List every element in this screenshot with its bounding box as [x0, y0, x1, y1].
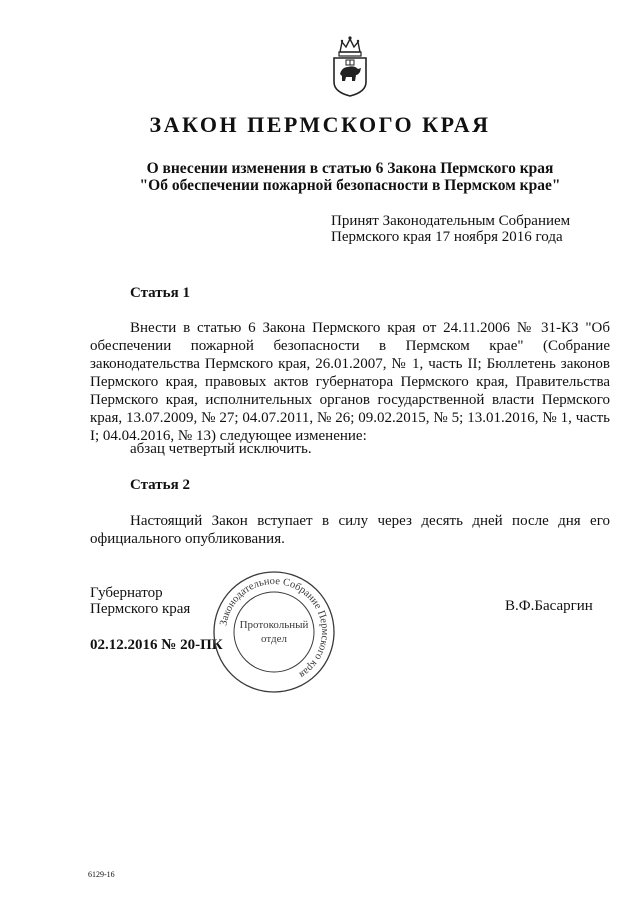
stamp-center-line-1: Протокольный [239, 619, 309, 631]
governor-name: В.Ф.Басаргин [505, 598, 593, 614]
document-code: 6129-16 [88, 870, 115, 879]
governor-title [90, 585, 190, 617]
adoption-line-2: Пермского края 17 ноября 2016 года [331, 229, 563, 245]
law-title: ЗАКОН ПЕРМСКОГО КРАЯ [149, 112, 491, 137]
article-2-title: Статья 2 [130, 477, 190, 493]
governor-line-2: Пермского края [90, 601, 191, 617]
subtitle-line-1: О внесении изменения в статью 6 Закона Пермского края [146, 160, 554, 177]
stamp-ring-text: Законодательное Собрание Пермского края [218, 575, 331, 680]
protocol-department-stamp [212, 570, 336, 694]
adoption-note [331, 213, 570, 245]
article-1-title: Статья 1 [130, 285, 190, 301]
article-1-text: Внести в статью 6 Закона Пермского края от 24.11.2006 № 31-КЗ "Об обеспечении пожарной безопасности в Пермском крае" (Собрание законодательства Пермского края, 26.01.2007, № 1, часть II; Бюллетень законов Пермского края, правовых актов губернатора Пермского края, Правительства Пермского края, исполнительных органов государственной власти Пермского края, 13.07.2009, № 27; 04.07.2011, № 26; 09.02.2015, № 5; 13.01.2016, № 1, часть I; 04.04.2016, № 13) следующее изменение: [90, 320, 610, 444]
coat-of-arms-icon [328, 34, 372, 98]
date-and-number: 02.12.2016 № 20-ПК [90, 637, 223, 653]
governor-line-1: Губернатор [90, 585, 163, 601]
law-subtitle [0, 160, 640, 194]
article-2-text: Настоящий Закон вступает в силу через десять дней после дня его официального опубликования. [90, 513, 610, 547]
adoption-line-1: Принят Законодательным Собранием [331, 213, 571, 229]
article-1-amendment: абзац четвертый исключить. [130, 441, 312, 457]
subtitle-line-2: "Об обеспечении пожарной безопасности в Пермском крае" [139, 177, 561, 194]
stamp-center-line-2: отдел [261, 633, 287, 645]
